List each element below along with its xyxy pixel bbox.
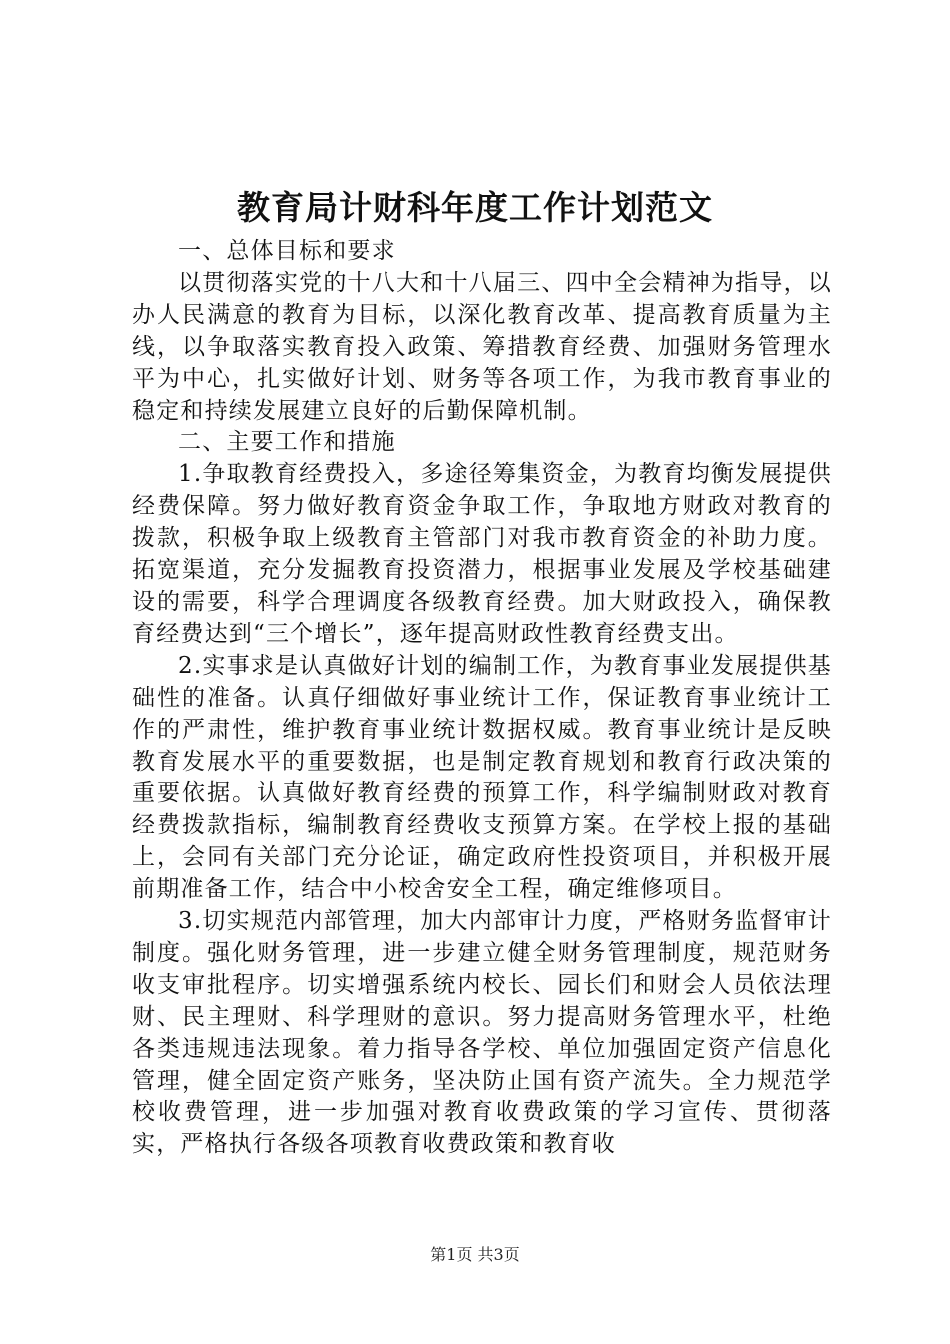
section-heading-main-work: 二、主要工作和措施 — [178, 429, 396, 456]
section-heading-overall-goals: 一、总体目标和要求 — [178, 238, 396, 264]
document-body — [132, 236, 832, 1161]
document-title: 教育局计财科年度工作计划范文 — [237, 188, 713, 227]
paragraph-item-3: 3.切实规范内部管理，加大内部审计力度，严格财务监督审计制度。强化财务管理，进一步建立健全财务管理制度，规范财务收支审批程序。切实增强系统内校长、园长们和财会人员依法理财、民主理财、科学理财的意识。努力提高财务管理水平，杜绝各类违规违法现象。着力指导各学校、单位加强固定资产信息化管理，健全固定资产账务，坚决防止国有资产流失。全力规范学校收费管理，进一步加强对教育收费政策的学习宣传、贯彻落实，严格执行各级各项教育收费政策和教育收 — [132, 908, 832, 1158]
paragraph-item-2: 2.实事求是认真做好计划的编制工作，为教育事业发展提供基础性的准备。认真仔细做好事业统计工作，保证教育事业统计工作的严肃性，维护教育事业统计数据权威。教育事业统计是反映教育发展水平的重要数据，也是制定教育规划和教育行政决策的重要依据。认真做好教育经费的预算工作，科学编制财政对教育经费拨款指标，编制教育经费收支预算方案。在学校上报的基础上，会同有关部门充分论证，确定政府性投资项目，并积极开展前期准备工作，结合中小校舍安全工程，确定维修项目。 — [132, 652, 832, 903]
paragraph-item-1: 1.争取教育经费投入，多途径筹集资金，为教育均衡发展提供经费保障。努力做好教育资金争取工作，争取地方财政对教育的拨款，积极争取上级教育主管部门对我市教育资金的补助力度。拓宽渠道，充分发掘教育投资潜力，根据事业发展及学校基础建设的需要，科学合理调度各级教育经费。加大财政投入，确保教育经费达到“三个增长”，逐年提高财政性教育经费支出。 — [132, 461, 832, 647]
page-number-footer: 第1页 共3页 — [430, 1245, 520, 1264]
paragraph-overall-goals: 以贯彻落实党的十八大和十八届三、四中全会精神为指导，以办人民满意的教育为目标，以深化教育改革、提高教育质量为主线，以争取落实教育投入政策、筹措教育经费、加强财务管理水平为中心，扎实做好计划、财务等各项工作，为我市教育事业的稳定和持续发展建立良好的后勤保障机制。 — [132, 269, 832, 424]
